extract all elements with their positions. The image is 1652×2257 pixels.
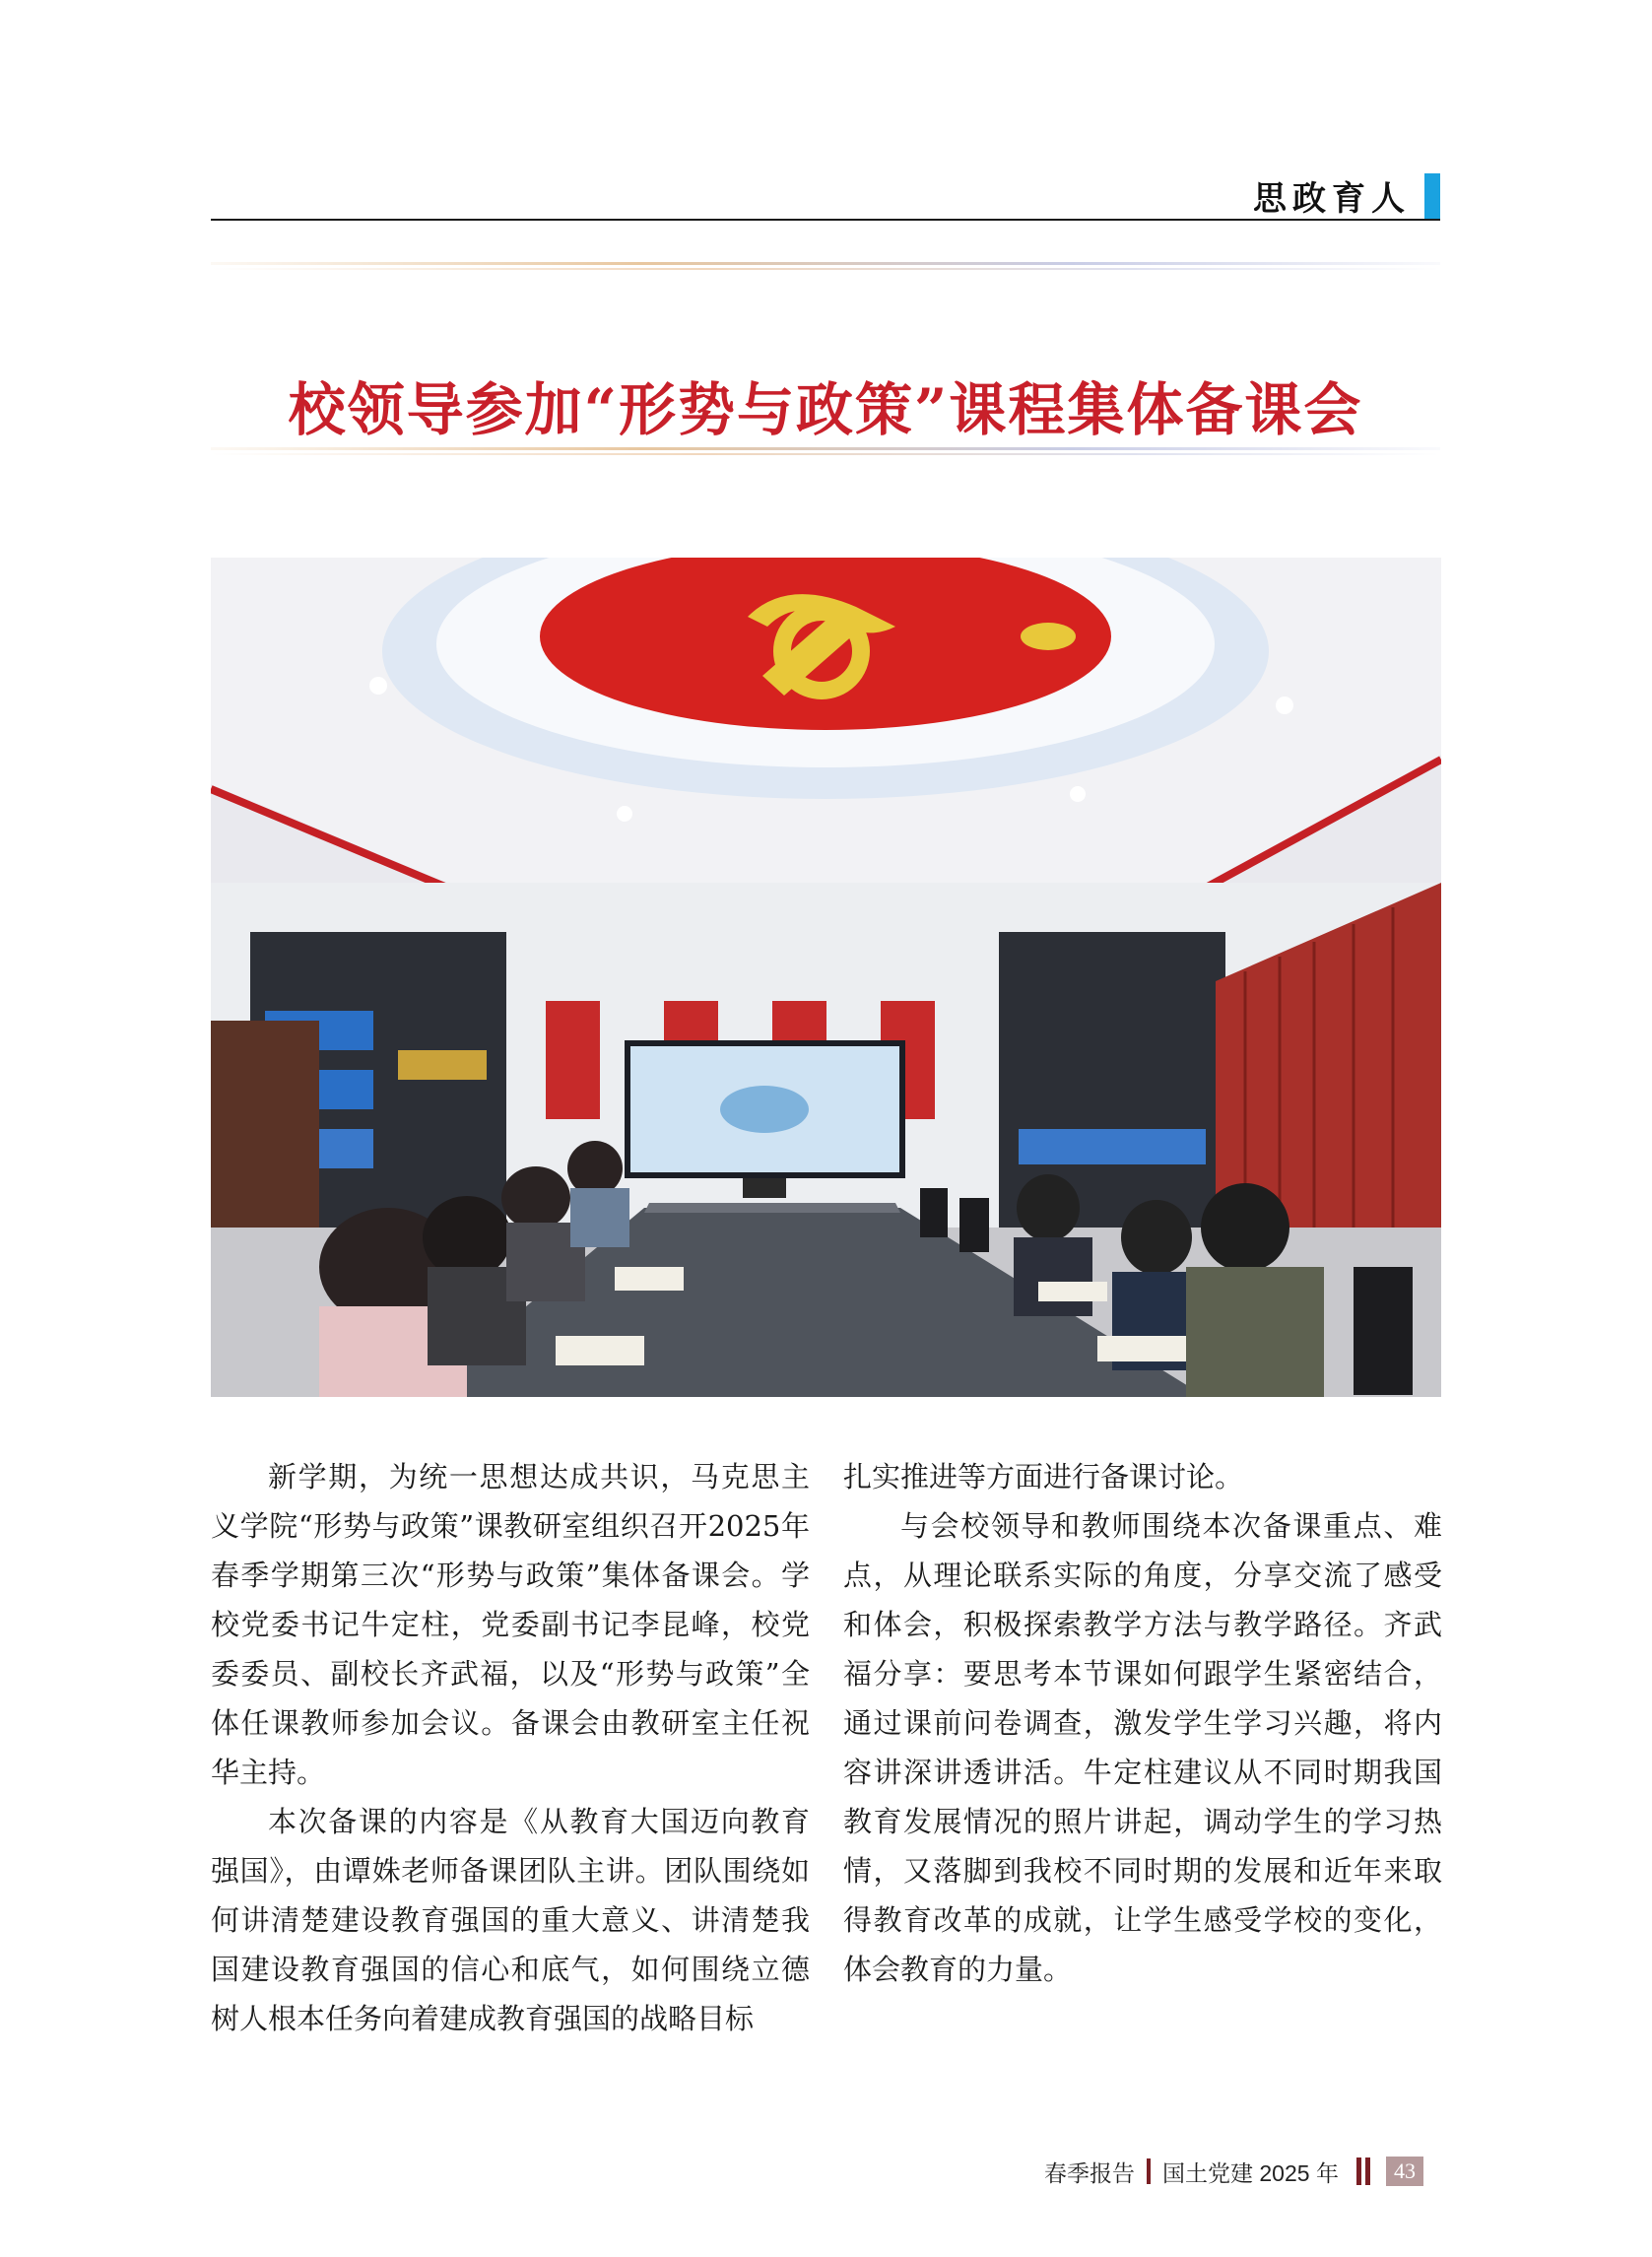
footer-publication: 国土党建 2025 年 <box>1162 2159 1339 2186</box>
page-footer <box>1044 2154 1423 2189</box>
section-accent-bar <box>1424 173 1440 219</box>
paragraph: 与会校领导和教师围绕本次备课重点、难点，从理论联系实际的角度，分享交流了感受和体会，积极探索教学方法与教学路径。齐武福分享：要思考本节课如何跟学生紧密结合，通过课前问卷调查，激发学生学习兴趣，将内容讲深讲透讲活。牛定柱建议从不同时期我国教育发展情况的照片讲起，调动学生的学习热情，又落脚到我校不同时期的发展和近年来取得教育改革的成就，让学生感受学校的变化，体会教育的力量。 <box>843 1509 1442 1986</box>
page-number: 43 <box>1386 2157 1423 2186</box>
paragraph: 新学期，为统一思想达成共识，马克思主义学院“形势与政策”课教研室组织召开2025年春季学期第三次“形势与政策”集体备课会。学校党委书记牛定柱，党委副书记李昆峰，校党委委员、副校长齐武福，以及“形势与政策”全体任课教师参加会议。备课会由教研室主任祝华主持。 <box>211 1460 810 1789</box>
section-header <box>211 169 1440 221</box>
article-right-column <box>843 1452 1442 1994</box>
article-left-column <box>211 1452 810 2043</box>
footer-season: 春季报告 <box>1044 2160 1135 2187</box>
title-top-rule <box>211 262 1440 272</box>
paragraph-continued: 扎实推进等方面进行备课讨论。 <box>843 1460 1244 1494</box>
footer-separator <box>1147 2158 1151 2184</box>
title-bottom-rule <box>211 447 1440 457</box>
article-title: 校领导参加“形势与政策”课程集体备课会 <box>288 375 1363 443</box>
paragraph: 本次备课的内容是《从教育大国迈向教育强国》，由谭姝老师备课团队主讲。团队围绕如何讲清楚建设教育强国的重大意义、讲清楚我国建设教育强国的信心和底气，如何围绕立德树人根本任务向着建成教育强国的战略目标 <box>211 1805 810 2035</box>
meeting-photo <box>211 558 1441 1397</box>
section-name: 思政育人 <box>1253 179 1411 219</box>
footer-bars-decoration <box>1356 2157 1370 2185</box>
